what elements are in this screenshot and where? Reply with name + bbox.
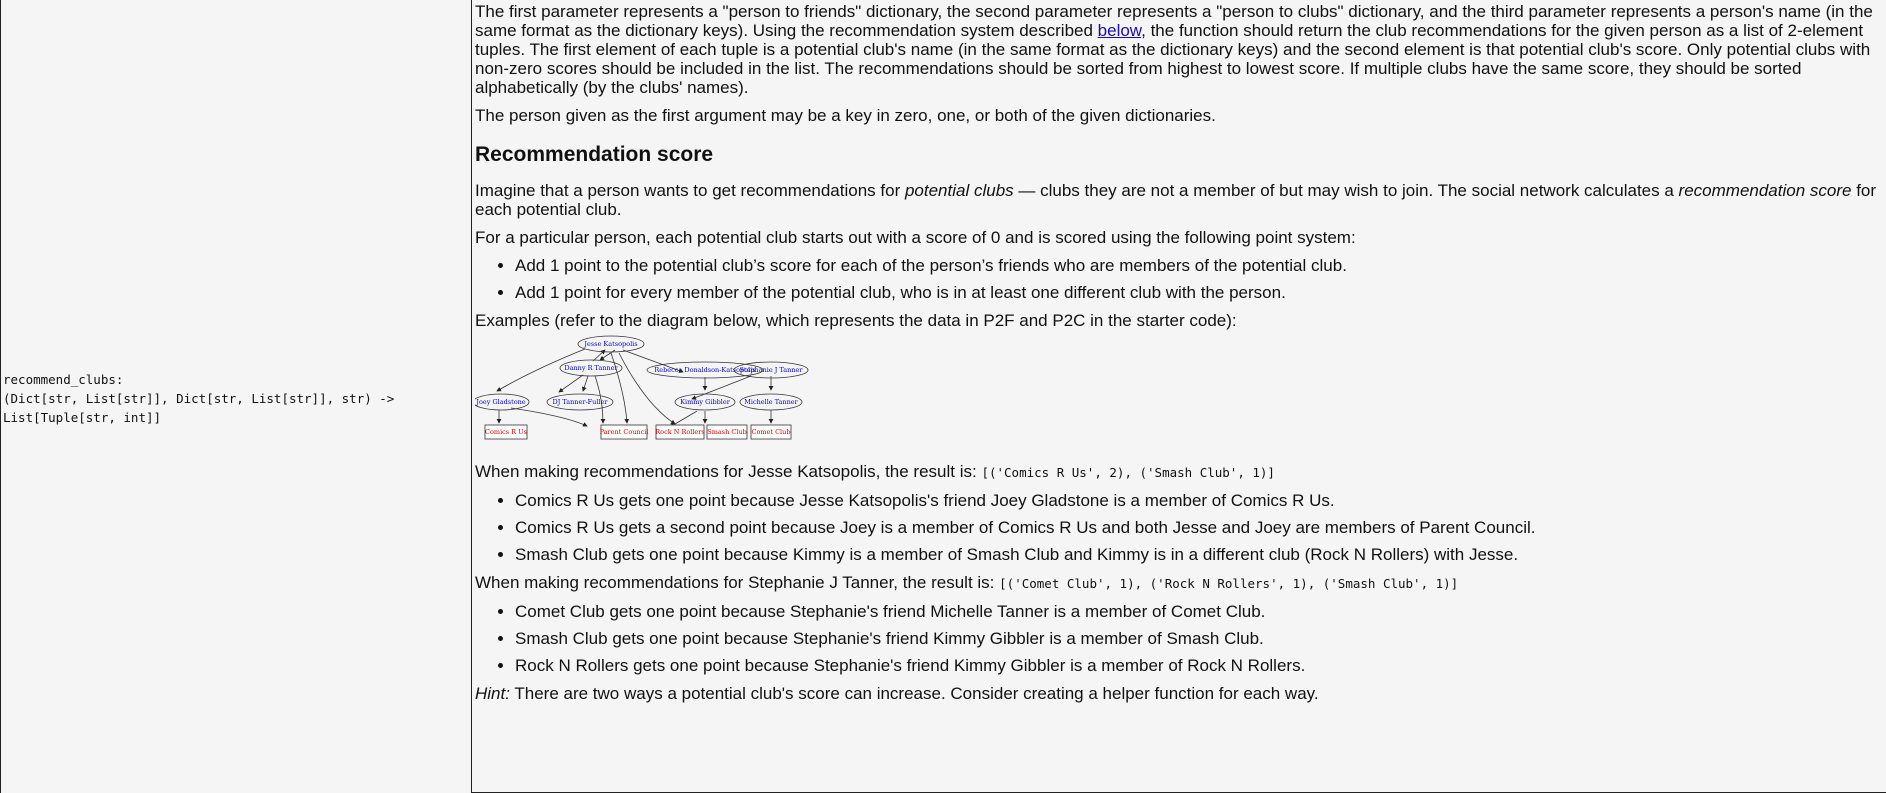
list-item: • Comics R Us gets a second point because Joey is a member of Comics R Us and both Jesse and Joey are members of Parent Council. [515,518,1882,537]
example2-result: When making recommendations for Stephanie J Tanner, the result is: [('Comet Club', 1), ('Rock N Rollers', 1), ('Smash Club', 1)] [475,573,1459,592]
person-node [740,394,802,410]
svg-text:Stephanie J Tanner: Stephanie J Tanner [739,366,803,374]
svg-text:Parent Council: Parent Council [599,428,649,436]
network-graph [475,334,820,460]
list-item: • Comics R Us gets one point because Jesse Katsopolis's friend Joey Gladstone is a member of Comics R Us. [515,491,1882,510]
section-heading: Recommendation score [475,143,714,166]
club-node [600,425,649,439]
list-item: • Comet Club gets one point because Stephanie's friend Michelle Tanner is a member of Comet Club. [515,602,1882,621]
svg-text:Rebecca Donaldson-Katsopolis: Rebecca Donaldson-Katsopolis [654,366,756,374]
example1-result: When making recommendations for Jesse Katsopolis, the result is: [('Comics R Us', 2), ('Smash Club', 1)] [475,462,1275,481]
example1-code: [('Comics R Us', 2), ('Smash Club', 1)] [981,465,1275,480]
svg-text:Smash Club: Smash Club [707,428,747,436]
intro-paragraph: The first parameter represents a "person to friends" dictionary, the second parameter represents a "person to clubs" dictionary, and the third parameter represents a person's name (in the same format as the dictionary keys). Using the recommendation system described below, the function should return the club recommendations for the given person as a list of 2-element tuples. The first element of each tuple is a potential club's name (in the same format as the dictionary keys) and the second element is that potential club's score. Only potential clubs with non-zero scores should be included in the list. The recommendations should be sorted from highest to lowest score. If multiple clubs have the same score, they should be sorted alphabetically (by the clubs' names). [475,2,1873,97]
svg-text:Kimmy Gibbler: Kimmy Gibbler [680,398,730,406]
list-item: • Add 1 point to the potential club’s score for each of the person’s friends who are members of the potential club. [515,256,1882,275]
club-node [485,425,527,439]
club-node [655,425,704,439]
signature-line: recommend_clubs: [3,372,124,387]
svg-text:Jesse Katsopolis: Jesse Katsopolis [584,340,638,348]
signature-column [1,0,472,793]
graph-edges [497,349,771,427]
hint-paragraph: Hint: There are two ways a potential club's score can increase. Consider creating a helper function for each way. [475,684,1319,703]
example2-list [475,602,1882,675]
edge [583,376,588,391]
list-item: • Smash Club gets one point because Kimmy is a member of Smash Club and Kimmy is in a different club (Rock N Rollers) with Jesse. [515,545,1882,564]
club-nodes [485,425,791,439]
svg-text:Rock N Rollers: Rock N Rollers [655,428,705,436]
signature-line: List[Tuple[str, int]] [3,410,162,425]
person-node [578,336,644,352]
svg-text:Danny R Tanner: Danny R Tanner [564,364,618,372]
list-item: • Smash Club gets one point because Stephanie's friend Kimmy Gibbler is a member of Smash Club. [515,629,1882,648]
example2-code: [('Comet Club', 1), ('Rock N Rollers', 1), ('Smash Club', 1)] [999,576,1459,591]
point-system-paragraph: For a particular person, each potential club starts out with a score of 0 and is scored using the following point system: [475,228,1356,247]
function-signature [3,370,394,427]
person-note: The person given as the first argument may be a key in zero, one, or both of the given dictionaries. [475,106,1216,125]
below-link[interactable]: below [1097,21,1142,40]
example1-list [475,491,1882,564]
svg-text:Comics R Us: Comics R Us [485,428,527,436]
imagine-paragraph: Imagine that a person wants to get recommendations for potential clubs — clubs they are not a member of but may wish to join. The social network calculates a recommendation score for each potential club. [475,181,1877,219]
person-node [560,360,622,376]
people-nodes [475,336,808,410]
examples-intro: Examples (refer to the diagram below, which represents the data in P2F and P2C in the starter code): [475,311,1237,330]
club-node [707,425,747,439]
person-node [675,394,735,410]
signature-line: (Dict[str, List[str]], Dict[str, List[str]], str) -> [3,391,395,406]
rules-list [475,256,1882,302]
club-node [751,425,791,439]
person-node [734,362,808,378]
svg-text:DJ Tanner-Fuller: DJ Tanner-Fuller [552,398,608,406]
list-item: • Rock N Rollers gets one point because Stephanie's friend Kimmy Gibbler is a member of Rock N Rollers. [515,656,1882,675]
person-node [475,394,529,410]
svg-text:Joey Gladstone: Joey Gladstone [476,398,526,406]
description-column [472,0,1886,792]
network-diagram [475,334,1882,460]
list-item: • Add 1 point for every member of the potential club, who is in at least one different club with the person. [515,283,1882,302]
svg-text:Michelle Tanner: Michelle Tanner [744,398,798,406]
edge [511,408,587,426]
edge [559,375,583,392]
svg-text:Comet Club: Comet Club [751,428,791,436]
person-node [547,394,613,410]
